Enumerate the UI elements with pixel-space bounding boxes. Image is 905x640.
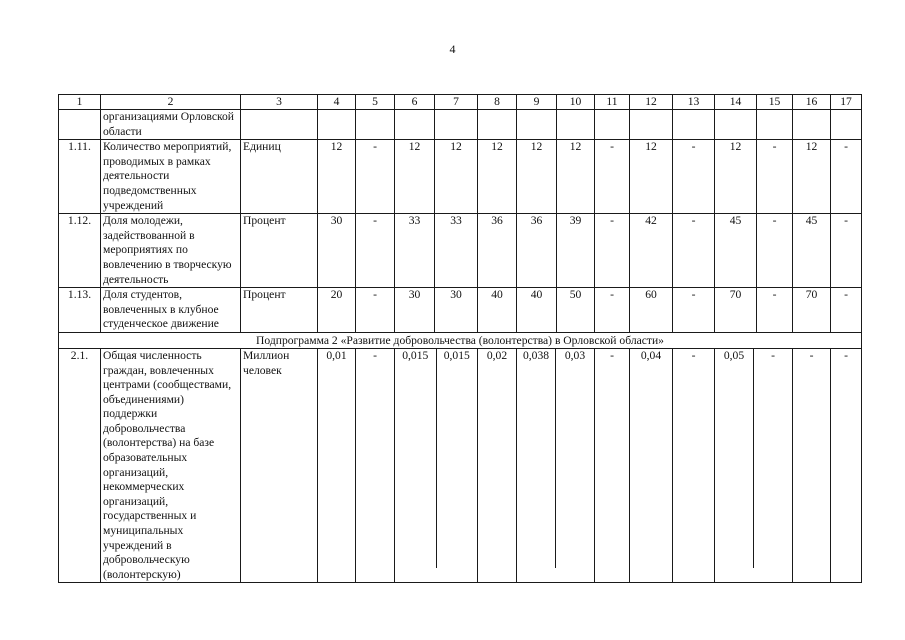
indicator-name-cell: Доля молодежи, задействованной в мероприятиях по вовлечению в творческую деятельность — [101, 214, 241, 288]
table-row — [59, 214, 862, 288]
value-cell: 12 — [557, 140, 595, 214]
value-cell-group — [395, 348, 478, 583]
value-cell: - — [356, 214, 395, 288]
value-cell: 0,03 — [555, 349, 594, 568]
value-cell: 12 — [630, 140, 673, 214]
value-cell — [318, 110, 356, 140]
value-cell: 12 — [435, 140, 478, 214]
column-header: 15 — [757, 95, 793, 110]
value-cell: 60 — [630, 288, 673, 333]
value-cell: - — [673, 214, 715, 288]
value-cell — [673, 110, 715, 140]
value-cell: 36 — [478, 214, 517, 288]
column-header: 5 — [356, 95, 395, 110]
column-header: 9 — [517, 95, 557, 110]
value-cell: 39 — [557, 214, 595, 288]
value-cell: 40 — [478, 288, 517, 333]
value-cell — [356, 110, 395, 140]
value-cell: - — [595, 214, 630, 288]
column-header: 3 — [241, 95, 318, 110]
value-cell: 0,015 — [436, 349, 478, 568]
value-cell: 12 — [715, 140, 757, 214]
row-number-cell: 1.11. — [59, 140, 101, 214]
unit-cell: Миллион человек — [241, 348, 318, 583]
value-cell: 0,01 — [318, 348, 356, 583]
unit-cell: Единиц — [241, 140, 318, 214]
value-cell: - — [831, 348, 862, 583]
column-header: 12 — [630, 95, 673, 110]
value-cell: - — [673, 288, 715, 333]
header-row — [59, 95, 862, 110]
value-cell: 12 — [478, 140, 517, 214]
column-header: 7 — [435, 95, 478, 110]
value-cell: - — [595, 348, 630, 583]
value-cell: 12 — [318, 140, 356, 214]
value-cell: 20 — [318, 288, 356, 333]
value-cell: - — [673, 140, 715, 214]
value-cell: 70 — [793, 288, 831, 333]
value-cell: 0,038 — [522, 348, 550, 362]
value-cell — [557, 110, 595, 140]
table-row — [59, 348, 862, 583]
value-cell: 0,015 — [402, 348, 429, 362]
value-cell: - — [831, 288, 862, 333]
value-cell: - — [673, 348, 715, 583]
indicators-table — [58, 94, 862, 583]
column-header: 11 — [595, 95, 630, 110]
value-cell-group — [715, 348, 793, 583]
table-row — [59, 140, 862, 214]
indicator-name-cell: Общая численность граждан, вовлеченных центрами (сообществами, объединениями) поддержки добровольчества (волонтерства) на базе образовательных организаций, некоммерческих организаций, государственных и муниципальных учреждений в добровольческую (волонтерскую) — [101, 348, 241, 583]
value-cell: 45 — [793, 214, 831, 288]
value-cell: 45 — [715, 214, 757, 288]
value-cell: 42 — [630, 214, 673, 288]
value-cell: - — [757, 214, 793, 288]
value-cell — [395, 110, 435, 140]
subprogram-title: Подпрограмма 2 «Развитие добровольчества (волонтерства) в Орловской области» — [59, 332, 862, 348]
value-cell: - — [793, 348, 831, 583]
value-cell: 30 — [435, 288, 478, 333]
value-cell: 12 — [395, 140, 435, 214]
value-cell — [831, 110, 862, 140]
value-cell — [630, 110, 673, 140]
value-cell: - — [757, 140, 793, 214]
row-number-cell — [59, 110, 101, 140]
value-cell — [595, 110, 630, 140]
value-cell: 0,04 — [630, 348, 673, 583]
value-cell: 50 — [557, 288, 595, 333]
subprogram-row — [59, 332, 862, 348]
column-header: 13 — [673, 95, 715, 110]
value-cell: 36 — [517, 214, 557, 288]
table-body — [59, 95, 862, 583]
column-header: 14 — [715, 95, 757, 110]
unit-cell: Процент — [241, 214, 318, 288]
column-header: 10 — [557, 95, 595, 110]
value-cell: 0,02 — [478, 348, 517, 583]
value-cell: 40 — [517, 288, 557, 333]
value-cell: 12 — [517, 140, 557, 214]
indicator-name-cell: организациями Орловской области — [101, 110, 241, 140]
column-header: 6 — [395, 95, 435, 110]
column-header: 16 — [793, 95, 831, 110]
row-number-cell: 1.12. — [59, 214, 101, 288]
value-cell: - — [356, 140, 395, 214]
indicator-name-cell: Количество мероприятий, проводимых в рамках деятельности подведомственных учреждений — [101, 140, 241, 214]
row-number-cell: 1.13. — [59, 288, 101, 333]
value-cell: - — [595, 288, 630, 333]
column-header: 1 — [59, 95, 101, 110]
value-cell: - — [757, 288, 793, 333]
value-cell: 0,05 — [723, 348, 745, 362]
column-header: 17 — [831, 95, 862, 110]
table-row — [59, 110, 862, 140]
value-cell — [793, 110, 831, 140]
value-cell: 30 — [318, 214, 356, 288]
value-cell — [757, 110, 793, 140]
value-cell: - — [753, 349, 792, 568]
value-cell: - — [831, 140, 862, 214]
value-cell: 70 — [715, 288, 757, 333]
unit-cell: Процент — [241, 288, 318, 333]
value-cell: 33 — [395, 214, 435, 288]
value-cell: 33 — [435, 214, 478, 288]
value-cell: 12 — [793, 140, 831, 214]
value-cell: - — [595, 140, 630, 214]
value-cell — [478, 110, 517, 140]
row-number-cell: 2.1. — [59, 348, 101, 583]
page-number: 4 — [449, 42, 456, 56]
indicator-name-cell: Доля студентов, вовлеченных в клубное студенческое движение — [101, 288, 241, 333]
value-cell — [517, 110, 557, 140]
value-cell — [715, 110, 757, 140]
value-cell: - — [356, 348, 395, 583]
column-header: 2 — [101, 95, 241, 110]
column-header: 4 — [318, 95, 356, 110]
value-cell: - — [831, 214, 862, 288]
value-cell: - — [356, 288, 395, 333]
value-cell-group — [517, 348, 595, 583]
table-row — [59, 288, 862, 333]
value-cell — [241, 110, 318, 140]
column-header: 8 — [478, 95, 517, 110]
value-cell: 30 — [395, 288, 435, 333]
value-cell — [435, 110, 478, 140]
